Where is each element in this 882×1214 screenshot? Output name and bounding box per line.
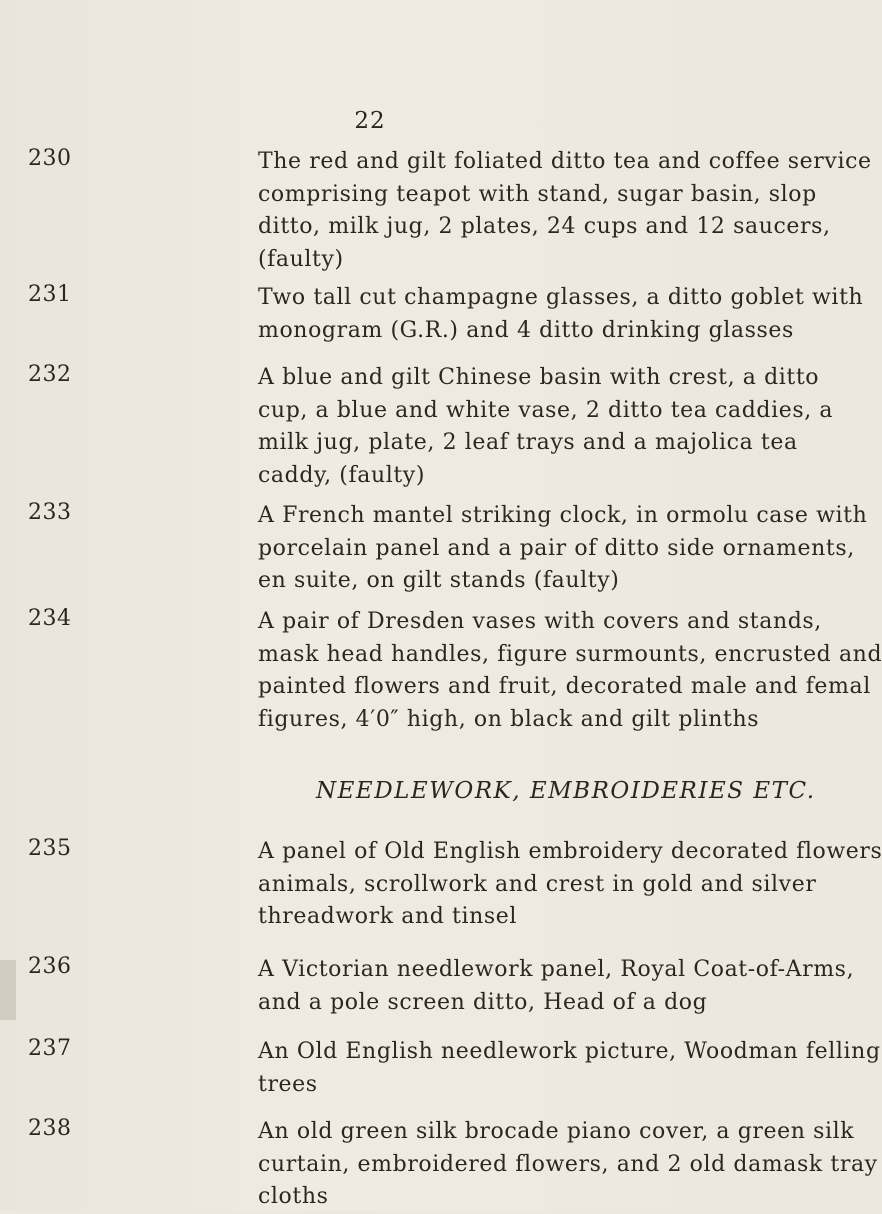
lot-number: 230 — [28, 146, 72, 171]
lot-description-line: cloths — [258, 1184, 329, 1209]
lot-description-line: The red and gilt foliated ditto tea and coffee service — [258, 149, 872, 174]
lot-number: 237 — [28, 1036, 72, 1061]
lot-description — [258, 146, 872, 276]
lot-description — [258, 606, 882, 736]
page-number: 22 — [354, 108, 386, 134]
lot-number: 233 — [28, 500, 72, 525]
lot-description-line: figures, 4′0″ high, on black and gilt plinths — [258, 706, 760, 732]
lot-description-line: painted flowers and fruit, decorated male and femal — [258, 674, 871, 699]
lot-number: 231 — [28, 282, 72, 307]
lot-description — [258, 836, 882, 934]
lot-number: 236 — [28, 954, 72, 979]
lot-number: 234 — [28, 606, 72, 631]
lot-description-line: A blue and gilt Chinese basin with crest, a ditto — [258, 365, 820, 390]
lot-number: 238 — [28, 1116, 72, 1141]
lot-description-line: threadwork and tinsel — [258, 904, 518, 929]
section-heading: NEEDLEWORK, EMBROIDERIES ETC. — [316, 778, 816, 804]
lot-description-line: An old green silk brocade piano cover, a green silk — [258, 1119, 855, 1144]
lot-description — [258, 954, 855, 1019]
lot-number: 235 — [28, 836, 72, 861]
lot-description — [258, 1116, 878, 1214]
lot-description-line: (faulty) — [258, 246, 344, 272]
lot-number: 232 — [28, 362, 72, 387]
lot-description-line: porcelain panel and a pair of ditto side ornaments, — [258, 535, 855, 561]
lot-description-line: ditto, milk jug, 2 plates, 24 cups and 12 saucers, — [258, 214, 831, 239]
lot-description-line: A panel of Old English embroidery decorated flowers — [258, 839, 882, 864]
lot-description-line: comprising teapot with stand, sugar basin, slop — [258, 181, 817, 207]
lot-description-line: en suite, on gilt stands (faulty) — [258, 568, 620, 593]
lot-description-line: milk jug, plate, 2 leaf trays and a majolica tea — [258, 430, 798, 455]
lot-description — [258, 1036, 881, 1101]
lot-description-line: curtain, embroidered flowers, and 2 old damask tray — [258, 1151, 878, 1177]
lot-description-line: monogram (G.R.) and 4 ditto drinking glasses — [258, 317, 794, 343]
lot-description-line: cup, a blue and white vase, 2 ditto tea caddies, a — [258, 397, 834, 423]
lot-description — [258, 362, 834, 492]
lot-description-line: An Old English needlework picture, Woodman felling — [258, 1039, 881, 1064]
lot-description-line: and a pole screen ditto, Head of a dog — [258, 989, 708, 1015]
lot-description-line: A Victorian needlework panel, Royal Coat-of-Arms, — [258, 957, 855, 982]
lot-description-line: animals, scrollwork and crest in gold and silver — [258, 871, 817, 897]
lot-description-line: Two tall cut champagne glasses, a ditto goblet with — [258, 285, 864, 310]
lot-description-line: A pair of Dresden vases with covers and stands, — [258, 609, 822, 634]
lot-description-line: caddy, (faulty) — [258, 462, 425, 488]
lot-description — [258, 500, 868, 598]
page-edge-shadow — [0, 960, 16, 1020]
lot-description-line: mask head handles, figure surmounts, encrusted and — [258, 641, 882, 667]
lot-description — [258, 282, 864, 347]
lot-description-line: trees — [258, 1071, 318, 1097]
lot-description-line: A French mantel striking clock, in ormolu case with — [258, 503, 868, 528]
